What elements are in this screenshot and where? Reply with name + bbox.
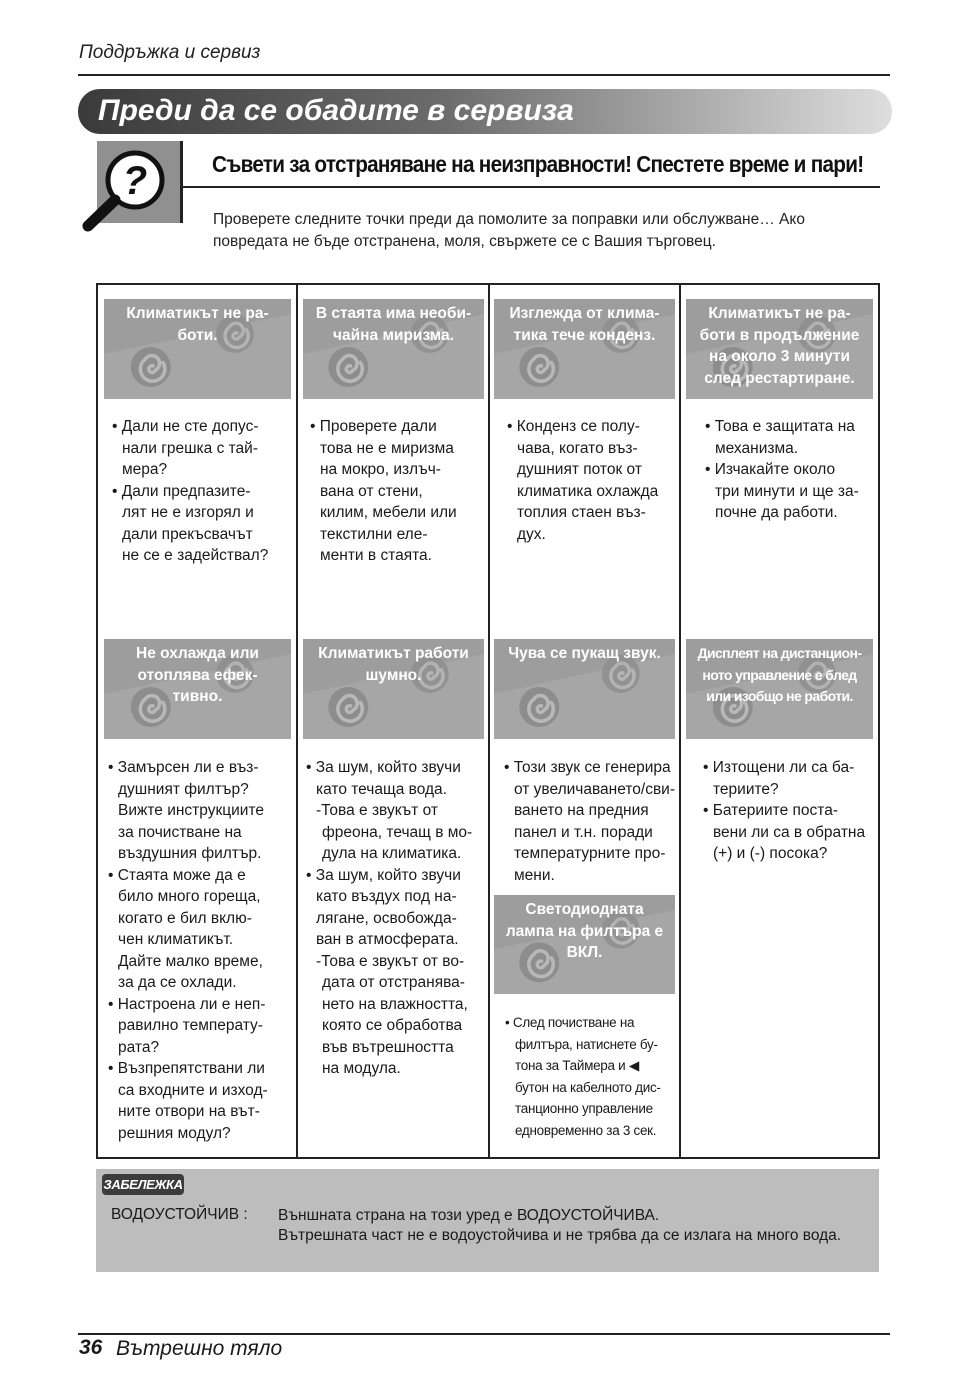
answer-item: • Конденз се полу- чава, когато въз- душният поток от климатика охлажда топлия стаен въз- дух. [507,418,659,543]
problem-title: В стаята има необи- чайна миризма. [315,305,472,344]
answer-item: • За шум, който звучи като въздух под на- лягане, освобожда- ван в атмосферата. [306,866,461,948]
answer-item: • За шум, който звучи като течаща вода. [306,759,461,798]
answer-item: • Възпрепятствани ли са входните и изход- ните отвори на вът- решния модул? [108,1060,268,1142]
help-magnifier-icon [80,142,180,242]
answer-subitem: -Това е звукът от фреона, течащ в мо- дула на климатика. [316,802,473,862]
problem-header [303,299,484,399]
problem-header [104,299,291,399]
problem-answer [504,757,680,886]
problem-answer [505,1012,681,1141]
problem-answer [705,416,877,524]
problem-answer [306,757,488,1080]
answer-item: • Настроена ли е неп- равилно температу- рата? [108,995,266,1056]
answer-item: • Проверете дали това не е миризма на мокро, излъч- вана от стени, килим, мебели или текстилни еле- менти в стаята. [310,418,457,564]
footer-title: Вътрешно тяло [116,1337,283,1360]
page-title: Преди да се обадите в сервиза [98,94,574,127]
section-label: Поддръжка и сервиз [79,42,261,63]
answer-item: • Замърсен ли е въз- душният филтър? Вижте инструкциите за почистване на въздушния филтър. [108,759,265,862]
problem-title: Климатикът не ра- боти в продължение на около 3 минути след рестартиране. [699,305,860,387]
tips-rule [183,186,880,188]
problem-title: Климатикът не ра- боти. [126,305,269,344]
problem-title: Чува се пукащ звук. [508,645,661,662]
problem-header [303,639,484,739]
swirl-icon [131,347,171,387]
problem-answer [108,757,293,1144]
tips-heading: Съвети за отстраняване на неизправности! Спестете време и пари! [212,151,864,177]
answer-item: • Това е защитата на механизма. [705,418,855,457]
note-line: Вътрешната част не е водоустойчива и не трябва да се излага на много вода. [278,1227,842,1244]
problem-answer [703,757,879,865]
title-banner [78,89,892,134]
swirl-icon [328,347,368,387]
swirl-icon [519,687,559,727]
answer-item: • Този звук се генерира от увеличаването/сви- ването на предния панел и т.н. поради температурните про- мени. [504,759,676,884]
problem-answer [310,416,488,567]
column-divider [488,283,490,1159]
answer-item: • Батериите поста- вени ли са в обратна (+) и (-) посока? [703,802,866,862]
problem-title: Изглежда от клима- тика тече конденз. [509,305,660,344]
answer-subitem: -Това е звукът от во- дата от отстранява- нето на влажността, която се обработва във вътрешността на модула. [316,952,468,1077]
problem-header [494,299,675,399]
problem-header [494,639,675,739]
note-line: Външната страна на този уред е ВОДОУСТОЙЧИВА. [278,1207,660,1224]
problem-title: Климатикът работи шумно. [318,645,469,684]
page-number: 36 [79,1336,103,1359]
problem-title: Не охлажда или отоплява ефек- тивно. [136,645,259,705]
problem-header [686,639,873,739]
answer-item: • Изчакайте около три минути и ще за- почне да работи. [705,461,859,521]
answer-item: • Стаята може да е било много гореща, когато е бил вклю- чен климатикът. Дайте малко време, за да се охлади. [108,866,263,991]
problem-answer [507,416,679,545]
problem-title: Светодиодната лампа на филтъра е ВКЛ. [505,901,664,961]
problem-header [494,895,675,994]
svg-text:?: ? [122,159,148,203]
problem-title: Дисплеят на дистанцион- ното управление е блед или изобщо не работи. [697,645,862,704]
column-divider [296,283,298,1159]
answer-item: • Дали не сте допус- нали грешка с тай- мера? [112,418,259,478]
answer-item: • Изтощени ли са ба- териите? [703,759,855,798]
bottom-rule [78,1333,890,1335]
swirl-icon [328,687,368,727]
problem-header [104,639,291,739]
answer-item: • След почистване на филтъра, натиснете бу- тона за Таймера и ◀ бутон на кабелното дис- танционно управление едновременно за 3 сек. [505,1015,661,1138]
intro-text: Проверете следните точки преди да помолите за поправки или обслужване… Ако повредата не бъде отстранена, моля, свържете се с Вашия търговец. [213,211,805,250]
problem-header [686,299,873,399]
note-label: ВОДОУСТОЙЧИВ : [111,1206,248,1223]
problem-answer [112,416,290,567]
answer-item: • Дали предпазите- лят не е изгорял и дали прекъсвачът не се е задействал? [112,482,269,564]
top-rule [78,74,890,76]
swirl-icon [519,347,559,387]
note-badge: ЗАБЕЛЕЖКА [102,1174,184,1195]
